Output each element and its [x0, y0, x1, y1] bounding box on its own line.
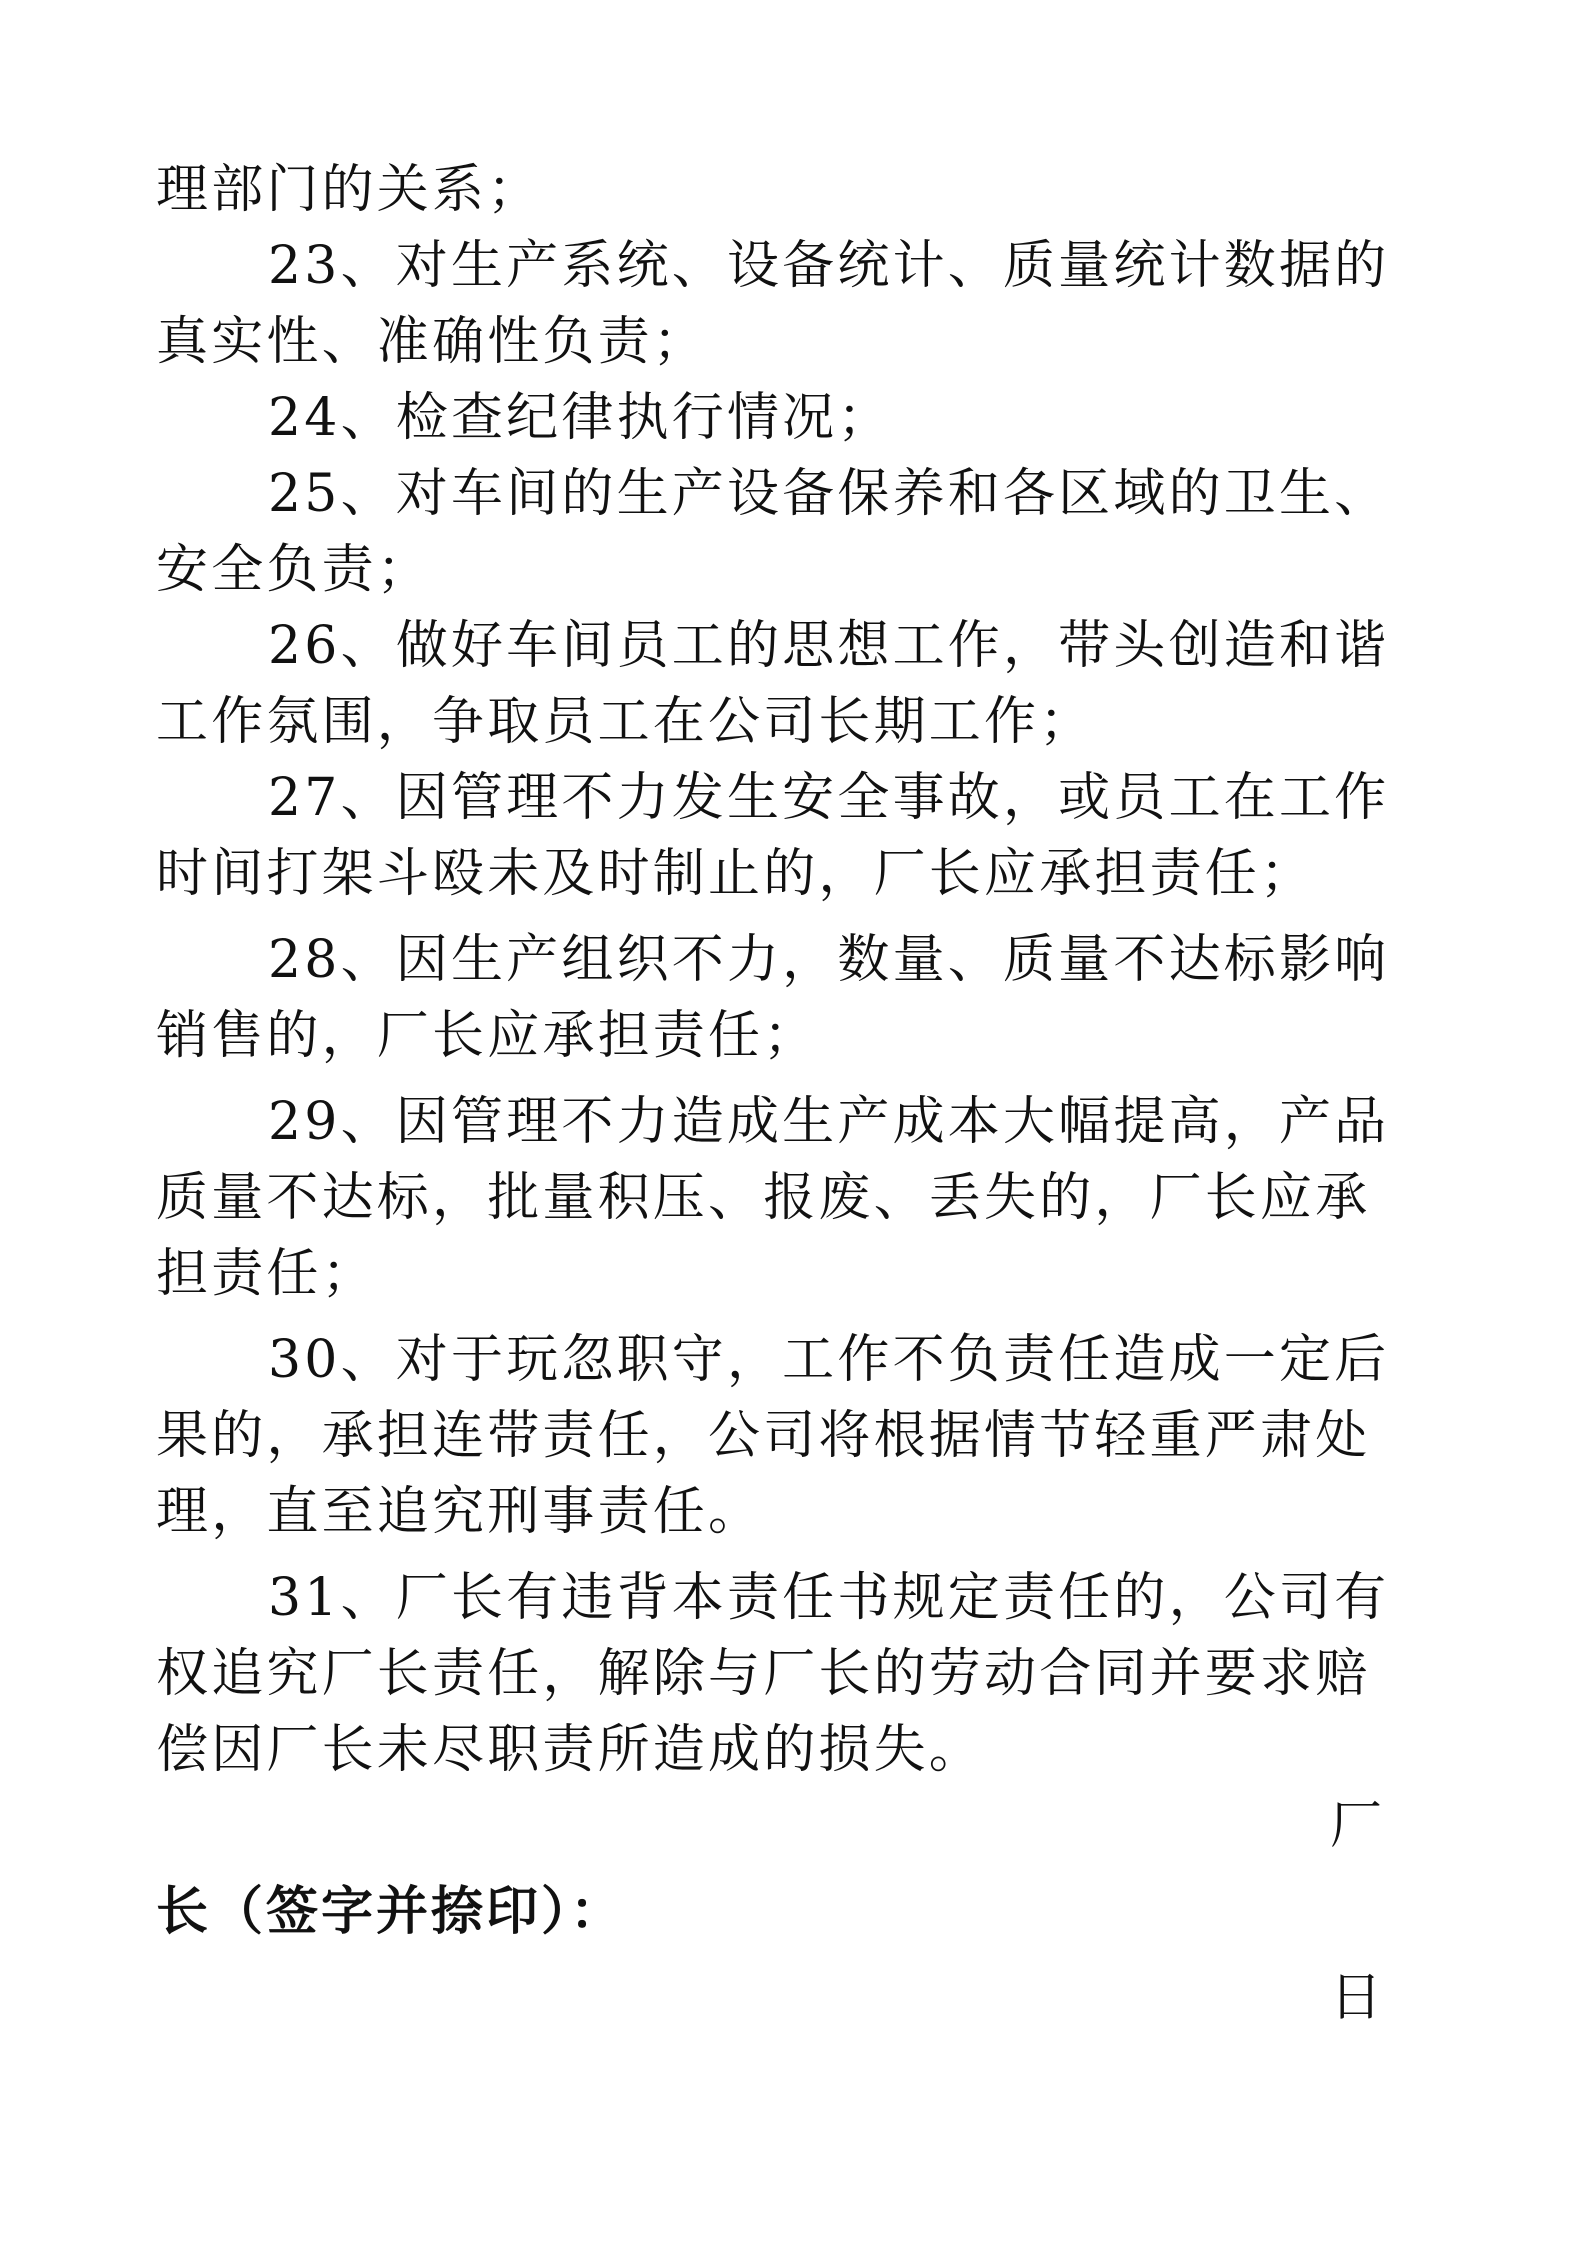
clause-29-line-3: 担责任； — [156, 1244, 377, 1304]
clause-25-line-1: 25、对车间的生产设备保养和各区域的卫生、 — [268, 464, 1390, 524]
clause-30-line-3: 理，直至追究刑事责任。 — [156, 1482, 764, 1542]
text-line: 理部门的关系； — [156, 160, 543, 220]
clause-30-line-1: 30、对于玩忽职守，工作不负责任造成一定后 — [268, 1330, 1390, 1390]
clause-26-line-1: 26、做好车间员工的思想工作，带头创造和谐 — [268, 616, 1390, 676]
clause-25-line-2: 安全负责； — [156, 540, 433, 600]
clause-29-line-2: 质量不达标，批量积压、报废、丢失的，厂长应承 — [156, 1168, 1371, 1228]
clause-31-line-3: 偿因厂长未尽职责所造成的损失。 — [156, 1720, 985, 1780]
clause-28-line-2: 销售的，厂长应承担责任； — [156, 1006, 819, 1066]
clause-27-line-2: 时间打架斗殴未及时制止的，厂长应承担责任； — [156, 844, 1316, 904]
clause-27-line-1: 27、因管理不力发生安全事故，或员工在工作 — [268, 768, 1390, 828]
signature-label-first-char: 厂 — [1330, 1796, 1383, 1856]
date-label: 日 — [1330, 1968, 1383, 2028]
clause-28-line-1: 28、因生产组织不力，数量、质量不达标影响 — [268, 930, 1390, 990]
clause-23-line-1: 23、对生产系统、设备统计、质量统计数据的 — [268, 236, 1390, 296]
signature-label: 长（签字并捺印）： — [156, 1882, 626, 1942]
clause-24-line-1: 24、检查纪律执行情况； — [268, 388, 893, 448]
clause-31-line-1: 31、厂长有违背本责任书规定责任的，公司有 — [268, 1568, 1390, 1628]
clause-30-line-2: 果的，承担连带责任，公司将根据情节轻重严肃处 — [156, 1406, 1371, 1466]
clause-26-line-2: 工作氛围，争取员工在公司长期工作； — [156, 692, 1095, 752]
clause-29-line-1: 29、因管理不力造成生产成本大幅提高，产品 — [268, 1092, 1390, 1152]
clause-31-line-2: 权追究厂长责任，解除与厂长的劳动合同并要求赔 — [156, 1644, 1371, 1704]
clause-23-line-2: 真实性、准确性负责； — [156, 312, 709, 372]
